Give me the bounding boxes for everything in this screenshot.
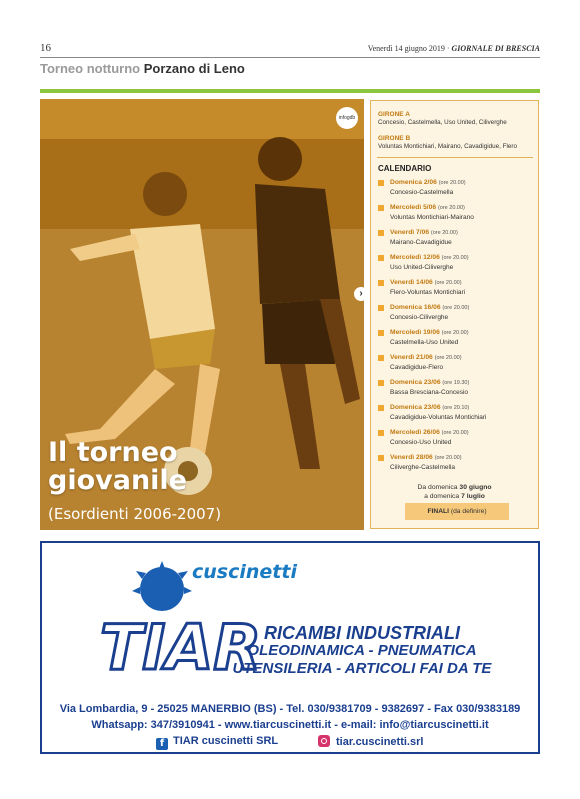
- match-date: Venerdì 28/06: [390, 454, 433, 461]
- ad-contacts: Whatsapp: 347/3910941 - www.tiarcuscinetti.it - e-mail: info@tiarcuscinetti.it: [91, 719, 489, 731]
- calendar-item: [378, 353, 536, 378]
- instagram-link[interactable]: [318, 735, 423, 748]
- match-teams: Castelmella-Uso United: [390, 339, 459, 346]
- match-time: (ore 20.00): [437, 205, 465, 211]
- finals-note: (da definire): [450, 508, 487, 515]
- match-time: (ore 20.00): [434, 455, 462, 461]
- match-time: (ore 19.30): [442, 380, 470, 386]
- match-teams: Mairano-Cavadigidue: [390, 239, 452, 246]
- calendar-item: [378, 178, 536, 203]
- groups-divider: [377, 157, 533, 158]
- bullet-square-icon: [378, 180, 384, 186]
- page-header: [40, 40, 540, 58]
- section-name: Porzano di Leno: [143, 61, 245, 76]
- range-from-prefix: Da domenica: [417, 484, 458, 491]
- range-to-prefix: a domenica: [424, 493, 460, 500]
- match-date: Venerdì 14/06: [390, 279, 433, 286]
- match-time: (ore 20.00): [441, 255, 469, 261]
- ad-subline-1: OLEODINAMICA - PNEUMATICA: [247, 642, 477, 659]
- match-teams: Flero-Voluntas Montichiari: [390, 289, 466, 296]
- brand-logo-text: TIAR: [100, 611, 262, 681]
- calendar-item: [378, 453, 536, 478]
- ad-subline-2: UTENSILERIA - ARTICOLI FAI DA TE: [232, 660, 492, 677]
- match-date: Mercoledì 26/06: [390, 429, 440, 436]
- match-date: Domenica 16/06: [390, 304, 441, 311]
- calendar-item: [378, 303, 536, 328]
- calendar-item: [378, 203, 536, 228]
- match-teams: Concesio-Castelmella: [390, 189, 454, 196]
- match-date: Domenica 23/06: [390, 379, 441, 386]
- section-prefix: Torneo notturno: [40, 61, 141, 76]
- group-a-teams: Concesio, Castelmella, Uso United, Ciliverghe: [378, 119, 507, 126]
- page-number: 16: [40, 42, 51, 54]
- group-a-label: GIRONE A: [378, 111, 410, 118]
- calendar-item: [378, 378, 536, 403]
- match-time: (ore 20.10): [442, 405, 470, 411]
- match-teams: Cavadigidue-Voluntas Montichiari: [390, 414, 487, 421]
- finals-badge: [405, 503, 509, 520]
- calendar-item: [378, 278, 536, 303]
- calendar-item: [378, 428, 536, 453]
- calendar-item: [378, 228, 536, 253]
- facebook-icon: f: [156, 738, 168, 750]
- match-date: Mercoledì 12/06: [390, 254, 440, 261]
- tournament-info-box: [370, 100, 539, 529]
- match-time: (ore 20.00): [441, 330, 469, 336]
- match-teams: Concesio-Uso United: [390, 439, 452, 446]
- instagram-name: tiar.cuscinetti.srl: [336, 736, 424, 748]
- finals-dates-note: [371, 483, 538, 501]
- match-time: (ore 20.00): [442, 305, 470, 311]
- match-date: Mercoledì 5/06: [390, 204, 437, 211]
- match-teams: Ciliverghe-Castelmella: [390, 464, 456, 471]
- photo-subtitle: (Esordienti 2006-2007): [48, 505, 222, 523]
- ad-headline: RICAMBI INDUSTRIALI: [264, 623, 460, 643]
- match-teams: Concesio-Ciliverghe: [390, 314, 449, 321]
- match-teams: Cavadigidue-Flero: [390, 364, 444, 371]
- header-separator: ·: [446, 44, 450, 53]
- issue-date: Venerdì 14 giugno 2019: [367, 44, 445, 53]
- match-teams: Bassa Bresciana-Concesio: [390, 389, 469, 396]
- bullet-square-icon: [378, 355, 384, 361]
- brand-subtitle: cuscinetti: [192, 561, 297, 583]
- match-teams: Uso United-Ciliverghe: [390, 264, 454, 271]
- bullet-square-icon: [378, 455, 384, 461]
- group-b-label: GIRONE B: [378, 135, 411, 142]
- group-b-teams: Voluntas Montichiari, Mairano, Cavadigidue, Flero: [378, 143, 517, 150]
- match-date: Mercoledì 19/06: [390, 329, 440, 336]
- facebook-name: TIAR cuscinetti SRL: [173, 735, 279, 747]
- bullet-square-icon: [378, 330, 384, 336]
- group-b: [378, 135, 538, 151]
- sun-burst-icon: [132, 561, 192, 611]
- infogdb-logo: infogdb: [336, 107, 358, 129]
- bullet-square-icon: [378, 255, 384, 261]
- calendar-item: [378, 328, 536, 353]
- bullet-square-icon: [378, 430, 384, 436]
- range-to: 7 luglio: [461, 493, 485, 500]
- match-time: (ore 20.00): [434, 355, 462, 361]
- match-time: (ore 20.00): [434, 280, 462, 286]
- range-from: 30 giugno: [459, 484, 492, 491]
- match-time: (ore 20.00): [441, 430, 469, 436]
- finals-label: FINALI: [427, 508, 449, 515]
- match-date: Venerdì 7/06: [390, 229, 430, 236]
- match-time: (ore 20.00): [430, 230, 458, 236]
- section-divider-bar: [40, 89, 540, 93]
- ad-address: Via Lombardia, 9 - 25025 MANERBIO (BS) - Tel. 030/9381709 - 9382697 - Fax 030/9383189: [59, 703, 521, 715]
- newspaper-name: GIORNALE DI BRESCIA: [451, 44, 540, 53]
- bullet-square-icon: [378, 205, 384, 211]
- match-teams: Voluntas Montichiari-Mairano: [390, 214, 474, 221]
- photo-title: Il torneo giovanile: [48, 437, 187, 496]
- instagram-icon: [318, 735, 330, 747]
- section-title: [40, 61, 245, 76]
- calendar-item: [378, 253, 536, 278]
- football-photo: [40, 99, 364, 530]
- group-a: [378, 111, 538, 127]
- bullet-square-icon: [378, 305, 384, 311]
- match-time: (ore 20.00): [438, 180, 466, 186]
- match-date: Domenica 2/06: [390, 179, 437, 186]
- match-date: Domenica 23/06: [390, 404, 441, 411]
- bullet-square-icon: [378, 230, 384, 236]
- bullet-square-icon: [378, 405, 384, 411]
- calendar-list: [378, 178, 536, 478]
- bullet-square-icon: [378, 380, 384, 386]
- chevron-right-icon[interactable]: ›: [354, 287, 364, 301]
- tiar-advertisement: [40, 541, 540, 754]
- header-date-line: [368, 44, 540, 53]
- bullet-square-icon: [378, 280, 384, 286]
- calendar-title: CALENDARIO: [378, 164, 432, 173]
- facebook-link[interactable]: [156, 735, 278, 750]
- calendar-item: [378, 403, 536, 428]
- match-date: Venerdì 21/06: [390, 354, 433, 361]
